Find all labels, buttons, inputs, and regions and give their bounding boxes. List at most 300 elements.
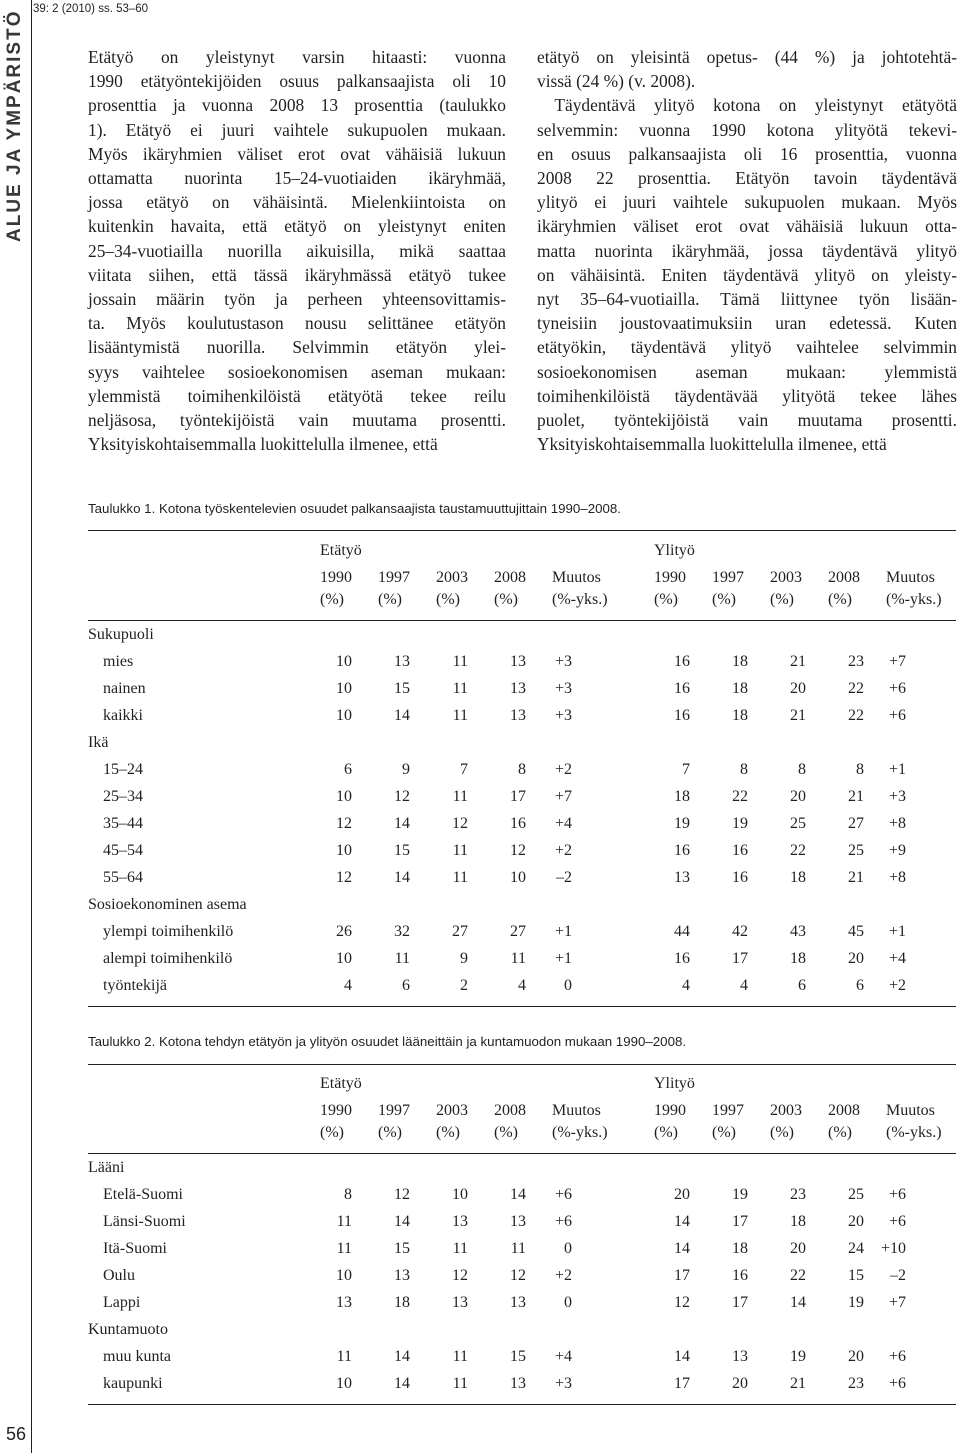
column-header-label: 2008: [828, 1102, 860, 1119]
column-header-label: Muutos: [552, 1102, 601, 1119]
table-row: [88, 837, 906, 864]
column-header: [770, 567, 802, 611]
table-cell: 9: [460, 949, 468, 967]
table-cell: 11: [510, 949, 526, 967]
column-header: [378, 1100, 410, 1144]
column-header-label: Muutos: [552, 569, 601, 586]
table-cell: 19: [732, 814, 748, 832]
table-cell: [690, 1154, 748, 1181]
table-cell: [468, 1316, 526, 1343]
row-label: 35–44: [103, 814, 143, 832]
row-label: 15–24: [103, 760, 143, 778]
body-text-line: matta nuorinta ikäryhmää, jossa täydentävä ylityö: [537, 240, 957, 261]
table-cell: 26: [336, 922, 352, 940]
table-cell: 6: [798, 976, 806, 994]
table-cell: +2: [554, 1266, 572, 1284]
body-text-line: selvemmin: vuonna 1990 kotona ylityötä tekevi-: [537, 119, 957, 140]
table-cell: 22: [848, 679, 864, 697]
table-cell: 0: [564, 1293, 572, 1311]
column-header-label: 2008: [494, 569, 526, 586]
column-header: [436, 1100, 468, 1144]
table-cell: +6: [554, 1185, 572, 1203]
table-cell: 12: [674, 1293, 690, 1311]
body-text-line: Etätyö on yleistynyt varsin hitaasti: vuonna: [88, 47, 506, 67]
table-cell: [806, 621, 864, 648]
table-row: [88, 783, 906, 810]
table-cell: [526, 1154, 572, 1181]
row-label: Etelä-Suomi: [103, 1185, 183, 1203]
table-cell: 13: [510, 1293, 526, 1311]
column-header-label: 2003: [436, 1102, 468, 1119]
column-header-label: 2008: [828, 569, 860, 586]
table-cell: +1: [554, 922, 572, 940]
body-text-line: on vähäisintä. Eniten täydentävä ylityö on yleisty-: [537, 264, 957, 285]
table-cell: 12: [394, 1185, 410, 1203]
section-label: ALUE JA YMPÄRISTÖ: [4, 9, 25, 242]
table-cell: 12: [336, 868, 352, 886]
table-cell: 24: [848, 1239, 864, 1257]
table-cell: 27: [848, 814, 864, 832]
table-cell: 14: [790, 1293, 806, 1311]
table-cell: 13: [674, 868, 690, 886]
body-text-line: 1). Etätyö ei juuri vaihtele sukupuolen mukaan.: [88, 119, 506, 140]
body-text-line: en osuus palkansaajista oli 16 prosenttia, vuonna: [537, 143, 957, 164]
body-text-line: Yksityiskohtaisemmalla luokittelulla ilmenee, että: [88, 434, 438, 455]
table-cell: +2: [888, 976, 906, 994]
table-cell: 11: [452, 787, 468, 805]
table-cell: +7: [888, 652, 906, 670]
table-cell: 25: [848, 841, 864, 859]
table-cell: 23: [848, 652, 864, 670]
table-cell: 17: [510, 787, 526, 805]
row-label: työntekijä: [103, 976, 167, 994]
table-cell: 13: [394, 1266, 410, 1284]
table-cell: 8: [344, 1185, 352, 1203]
table-cell: 18: [732, 679, 748, 697]
table-row: [88, 1262, 906, 1289]
table-cell: 18: [394, 1293, 410, 1311]
column-header-unit: (%): [712, 1124, 736, 1141]
table-cell: 20: [848, 949, 864, 967]
table-cell: +1: [554, 949, 572, 967]
table-cell: [572, 1316, 690, 1343]
table-cell: 21: [790, 652, 806, 670]
table-cell: 16: [674, 652, 690, 670]
table-cell: 16: [674, 679, 690, 697]
body-text-line: etätyökin, täydentävä ylityö vaihtelee selvimmin: [537, 337, 957, 358]
table1-caption: Taulukko 1. Kotona työskentelevien osuudet palkansaajista taustamuuttujittain 1990–2008.: [88, 501, 621, 516]
table-cell: [748, 1154, 806, 1181]
table-cell: [864, 891, 906, 918]
table-cell: [864, 621, 906, 648]
table-cell: 18: [732, 652, 748, 670]
table-cell: +10: [880, 1239, 906, 1257]
table-group-row: [88, 729, 906, 756]
body-text-line: 1990 etätyöntekijöiden osuus palkansaajista oli 10: [88, 71, 506, 92]
column-header-unit: (%): [320, 591, 344, 608]
table-row: [88, 945, 906, 972]
table-cell: [572, 1154, 690, 1181]
table-cell: 32: [394, 922, 410, 940]
row-label: mies: [103, 652, 134, 670]
table-cell: 20: [790, 1239, 806, 1257]
table-cell: 10: [336, 1266, 352, 1284]
table-cell: +6: [888, 679, 906, 697]
table-cell: 44: [674, 922, 690, 940]
table-cell: +6: [888, 1185, 906, 1203]
table-cell: 13: [452, 1212, 468, 1230]
column-header-unit: (%): [378, 591, 402, 608]
body-text-line: jossain määrin työn ja perheen yhteensovittamis-: [88, 289, 506, 310]
table-cell: 18: [790, 868, 806, 886]
column-header-unit: (%-yks.): [552, 591, 608, 608]
body-text-line: jossa etätyö on vähäisintä. Mielenkiintoista on: [88, 192, 506, 213]
row-label: Lappi: [103, 1293, 141, 1311]
table-cell: [748, 891, 806, 918]
column-header: [320, 567, 352, 611]
table-cell: 15: [848, 1266, 864, 1284]
body-text-line: ottamatta nuorinta 15–24-vuotiaiden ikäryhmää,: [88, 168, 506, 189]
body-text-line: nyt 35–64-vuotiailla. Tämä liittynee työn lisään-: [537, 289, 957, 310]
column-header-label: 1997: [712, 569, 744, 586]
table-cell: 4: [518, 976, 526, 994]
column-header: [320, 1100, 352, 1144]
column-header: [886, 1100, 942, 1144]
table-cell: [310, 1154, 352, 1181]
table-cell: 20: [732, 1374, 748, 1392]
table-cell: +1: [888, 922, 906, 940]
column-header: [494, 1100, 526, 1144]
table-row: [88, 972, 906, 999]
table-cell: +3: [554, 1374, 572, 1392]
table-cell: +8: [888, 868, 906, 886]
column-header-unit: (%): [436, 591, 460, 608]
column-header: [378, 567, 410, 611]
table-cell: 12: [510, 1266, 526, 1284]
table-cell: 25: [848, 1185, 864, 1203]
table-cell: 16: [732, 841, 748, 859]
table-cell: 10: [336, 706, 352, 724]
column-header: [654, 567, 686, 611]
table-cell: 20: [848, 1347, 864, 1365]
table-cell: 10: [336, 679, 352, 697]
table-cell: 13: [510, 1374, 526, 1392]
table-cell: 11: [336, 1212, 352, 1230]
column-header-label: 1990: [320, 1102, 352, 1119]
table-cell: 11: [336, 1347, 352, 1365]
row-label: 25–34: [103, 787, 143, 805]
column-header-unit: (%): [494, 1124, 518, 1141]
table-cell: 6: [402, 976, 410, 994]
table-row: [88, 1370, 906, 1397]
table-cell: 10: [336, 652, 352, 670]
sidebar-divider: [31, 0, 32, 1453]
table-cell: [526, 891, 572, 918]
table-cell: 15: [394, 679, 410, 697]
column-header-label: 1997: [378, 569, 410, 586]
table-cell: 4: [740, 976, 748, 994]
table-cell: 10: [336, 841, 352, 859]
table-cell: 6: [344, 760, 352, 778]
table-cell: 12: [452, 814, 468, 832]
column-header-unit: (%-yks.): [552, 1124, 608, 1141]
table-cell: [572, 729, 690, 756]
body-text-line: Myös ikäryhmien väliset erot ovat vähäisiä lukuun: [88, 143, 506, 164]
table-cell: 13: [336, 1293, 352, 1311]
table-cell: 21: [790, 1374, 806, 1392]
group-label: Sosioekonominen asema: [88, 895, 247, 913]
table-cell: 10: [336, 1374, 352, 1392]
table-cell: 14: [394, 1212, 410, 1230]
table-group-row: [88, 621, 906, 648]
table-cell: [352, 1316, 410, 1343]
row-label: 45–54: [103, 841, 143, 859]
body-text-line: neljäsosa, työntekijöistä vain muutama prosentti.: [88, 410, 506, 431]
table-cell: [352, 891, 410, 918]
table-cell: +6: [554, 1212, 572, 1230]
table-cell: 20: [790, 787, 806, 805]
table-cell: [806, 1316, 864, 1343]
journal-reference: 39: 2 (2010) ss. 53–60: [33, 3, 149, 15]
row-label: Oulu: [103, 1266, 135, 1284]
column-header: [886, 567, 942, 611]
table-cell: [410, 1154, 468, 1181]
table-cell: 7: [682, 760, 690, 778]
row-label: kaupunki: [103, 1374, 163, 1392]
table-cell: +4: [888, 949, 906, 967]
table-cell: +3: [554, 679, 572, 697]
table-cell: 18: [790, 1212, 806, 1230]
table-row: [88, 1343, 906, 1370]
table-cell: [410, 891, 468, 918]
table-cell: +3: [554, 706, 572, 724]
table-cell: 43: [790, 922, 806, 940]
table-group-row: [88, 1316, 906, 1343]
table-cell: 11: [452, 652, 468, 670]
table-cell: 10: [510, 868, 526, 886]
table-cell: 17: [732, 1293, 748, 1311]
column-header-unit: (%): [494, 591, 518, 608]
table-cell: 18: [732, 1239, 748, 1257]
body-text-line: ta. Myös koulutustason nousu selittänee etätyön: [88, 313, 506, 334]
row-label: ylempi toimihenkilö: [103, 922, 234, 940]
table-cell: [806, 891, 864, 918]
body-text-line: syys vaihtelee sosioekonomisen aseman mukaan:: [88, 361, 506, 382]
table-cell: +2: [554, 841, 572, 859]
column-header: [654, 1100, 686, 1144]
table-cell: [572, 891, 690, 918]
table-cell: 6: [856, 976, 864, 994]
table-cell: 10: [336, 787, 352, 805]
table-cell: 12: [394, 787, 410, 805]
table-cell: 11: [336, 1239, 352, 1257]
body-text-line: puolet, työntekijöistä vain muutama prosentti.: [537, 410, 957, 431]
table-cell: [864, 1316, 906, 1343]
table-cell: 15: [394, 1239, 410, 1257]
table-cell: [748, 1316, 806, 1343]
table-cell: [310, 621, 352, 648]
table-cell: [352, 1154, 410, 1181]
table-cell: 21: [848, 787, 864, 805]
table-row: [88, 648, 906, 675]
table-cell: [410, 1316, 468, 1343]
table-cell: 16: [674, 949, 690, 967]
table-cell: 12: [452, 1266, 468, 1284]
column-header-label: 2003: [770, 1102, 802, 1119]
table-cell: 15: [510, 1347, 526, 1365]
body-text-line: ikäryhmien väliset erot ovat vähäisiä lukuun otta-: [537, 216, 957, 237]
table-row: [88, 675, 906, 702]
column-header: [436, 567, 468, 611]
table-cell: [526, 1316, 572, 1343]
table-cell: [864, 729, 906, 756]
row-label: Länsi-Suomi: [103, 1212, 186, 1230]
table-cell: [410, 729, 468, 756]
row-label: 55–64: [103, 868, 143, 886]
table-cell: 16: [674, 841, 690, 859]
table-cell: +4: [554, 1347, 572, 1365]
table-cell: [410, 621, 468, 648]
column-header-unit: (%-yks.): [886, 1124, 942, 1141]
table-cell: 11: [394, 949, 410, 967]
table-cell: 11: [452, 679, 468, 697]
table1-bottom-rule: [88, 1006, 956, 1007]
table-cell: 21: [848, 868, 864, 886]
table-cell: 11: [452, 1374, 468, 1392]
table-cell: 8: [518, 760, 526, 778]
column-header-label: 1997: [712, 1102, 744, 1119]
column-header-unit: (%): [770, 1124, 794, 1141]
column-header: [770, 1100, 802, 1144]
column-header-label: 1990: [654, 569, 686, 586]
body-text-line: prosenttia ja vuonna 2008 13 prosenttia (taulukko: [88, 95, 506, 116]
row-label: muu kunta: [103, 1347, 171, 1365]
table-cell: 13: [510, 1212, 526, 1230]
table-cell: [468, 891, 526, 918]
table-cell: +6: [888, 1374, 906, 1392]
group-label: Ikä: [88, 733, 109, 751]
table-row: [88, 756, 906, 783]
table-cell: 13: [510, 706, 526, 724]
body-text-line: vissä (24 %) (v. 2008).: [537, 71, 696, 92]
body-text-line: etätyö on yleisintä opetus- (44 %) ja johtotehtä-: [537, 47, 957, 67]
table-row: [88, 1235, 906, 1262]
table-cell: +7: [554, 787, 572, 805]
column-header-unit: (%): [712, 591, 736, 608]
table-row: [88, 864, 906, 891]
table-cell: 22: [848, 706, 864, 724]
column-header: [828, 1100, 860, 1144]
table-cell: –2: [556, 868, 572, 886]
table-cell: +6: [888, 1212, 906, 1230]
table-cell: 17: [732, 1212, 748, 1230]
table-cell: [352, 621, 410, 648]
column-header-label: 1990: [654, 1102, 686, 1119]
table-cell: 45: [848, 922, 864, 940]
table-cell: [690, 891, 748, 918]
table-cell: 4: [344, 976, 352, 994]
table-row: [88, 1289, 906, 1316]
table-cell: –2: [890, 1266, 906, 1284]
table-cell: 9: [402, 760, 410, 778]
table-cell: 4: [682, 976, 690, 994]
table-row: [88, 810, 906, 837]
table-cell: 8: [798, 760, 806, 778]
column-header-unit: (%): [654, 591, 678, 608]
table-cell: +2: [554, 760, 572, 778]
table-cell: 2: [460, 976, 468, 994]
row-label: nainen: [103, 679, 146, 697]
table-cell: 17: [674, 1266, 690, 1284]
table-cell: [526, 621, 572, 648]
column-header: [712, 1100, 744, 1144]
table-cell: 27: [510, 922, 526, 940]
body-text-line: Yksityiskohtaisemmalla luokittelulla ilmenee, että: [537, 434, 887, 455]
column-header-label: 1997: [378, 1102, 410, 1119]
column-header-label: Muutos: [886, 1102, 935, 1119]
column-header-unit: (%): [436, 1124, 460, 1141]
table-cell: [748, 621, 806, 648]
table-cell: 13: [452, 1293, 468, 1311]
table-cell: 22: [790, 1266, 806, 1284]
table-group-row: [88, 891, 906, 918]
table-cell: 14: [674, 1212, 690, 1230]
table-cell: 18: [674, 787, 690, 805]
table-cell: 16: [732, 1266, 748, 1284]
table-cell: 16: [510, 814, 526, 832]
table-cell: 12: [510, 841, 526, 859]
body-text-line: tyneisiin joustovaatimuksiin uran edetessä. Kuten: [537, 313, 957, 334]
table-cell: 22: [790, 841, 806, 859]
group-header-etatyo: Etätyö: [320, 1075, 362, 1092]
table-cell: 7: [460, 760, 468, 778]
column-header: [552, 1100, 608, 1144]
column-header-label: 2003: [436, 569, 468, 586]
table-cell: 23: [790, 1185, 806, 1203]
table-cell: [748, 729, 806, 756]
table-cell: 12: [336, 814, 352, 832]
table1: [88, 621, 906, 999]
table-row: [88, 1208, 906, 1235]
table-cell: 18: [732, 706, 748, 724]
column-header-label: 2008: [494, 1102, 526, 1119]
table-cell: 14: [510, 1185, 526, 1203]
table-cell: [352, 729, 410, 756]
group-header-etatyo: Etätyö: [320, 542, 362, 559]
group-label: Lääni: [88, 1158, 125, 1176]
table-cell: 25: [790, 814, 806, 832]
table-cell: 0: [564, 976, 572, 994]
table-cell: 20: [674, 1185, 690, 1203]
group-label: Sukupuoli: [88, 625, 154, 643]
row-label: kaikki: [103, 706, 143, 724]
table-cell: [690, 621, 748, 648]
table-cell: [310, 1316, 352, 1343]
table-cell: 11: [510, 1239, 526, 1257]
table-cell: 19: [732, 1185, 748, 1203]
row-label: Itä-Suomi: [103, 1239, 167, 1257]
table-cell: 8: [740, 760, 748, 778]
body-text-line: ylityö ei juuri vaihtele sukupuolen mukaan. Myös: [537, 192, 957, 213]
column-header-unit: (%): [654, 1124, 678, 1141]
body-text-line: viitata siihen, että tässä ikäryhmässä etätyö tukee: [88, 264, 506, 285]
table-cell: 11: [452, 706, 468, 724]
table-cell: 42: [732, 922, 748, 940]
table-cell: 23: [848, 1374, 864, 1392]
table-cell: 21: [790, 706, 806, 724]
table-cell: [690, 1316, 748, 1343]
table-cell: 15: [394, 841, 410, 859]
